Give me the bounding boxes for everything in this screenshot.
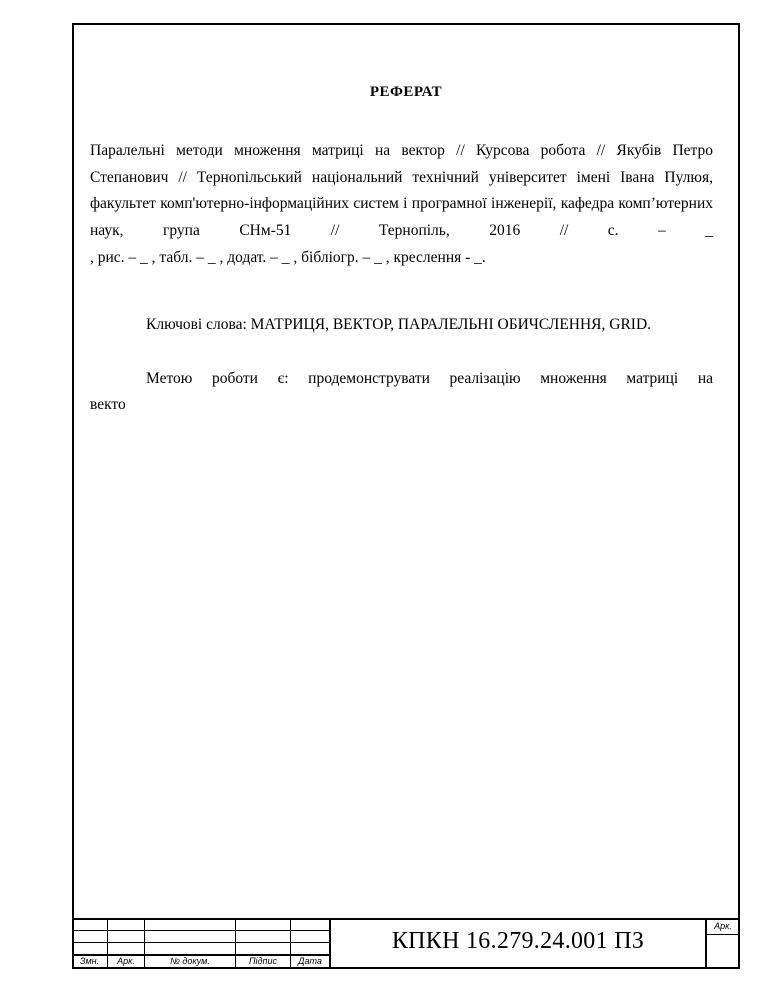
stamp-row-line	[72, 942, 330, 943]
goal-last-line: векто	[90, 396, 126, 413]
stamp-label-date: Дата	[298, 956, 322, 966]
abstract-last-line: , рис. – _ , табл. – _ , додат. – _ , бібліогр. – _ , креслення - _.	[90, 249, 486, 266]
keywords-line: Ключові слова: МАТРИЦЯ, ВЕКТОР, ПАРАЛЕЛЬНІ ОБИЧСЛЕННЯ, GRID.	[146, 316, 652, 333]
stamp-label-zmn: Змн.	[79, 956, 100, 966]
stamp-label-signature: Підпис	[249, 956, 277, 966]
document-code: КПКН 16.279.24.001 ПЗ	[391, 928, 645, 954]
stamp-label-doc-no: № докум.	[170, 956, 210, 966]
sheet-divider-line	[706, 934, 740, 935]
abstract-paragraph: Паралельні методи множення матриці на вектор // Курсова робота // Якубів Петро Степанович // Тернопільський національний технічний університет імені Івана Пулюя, факультет комп'ютерно-інформаційних систем і програмної інженерії, кафедра комп’ютерних наук, група СНм-51 // Тернопіль, 2016 // с. – _	[90, 142, 713, 239]
goal-paragraph: Метою роботи є: продемонструвати реалізацію множення матриці на	[146, 370, 713, 387]
stamp-label-ark: Арк.	[117, 956, 135, 966]
title-block	[72, 918, 740, 969]
stamp-top-line	[72, 918, 740, 920]
sheet-label: Арк.	[714, 921, 732, 931]
document-title: РЕФЕРАТ	[369, 84, 443, 100]
stamp-row-line	[72, 930, 330, 931]
